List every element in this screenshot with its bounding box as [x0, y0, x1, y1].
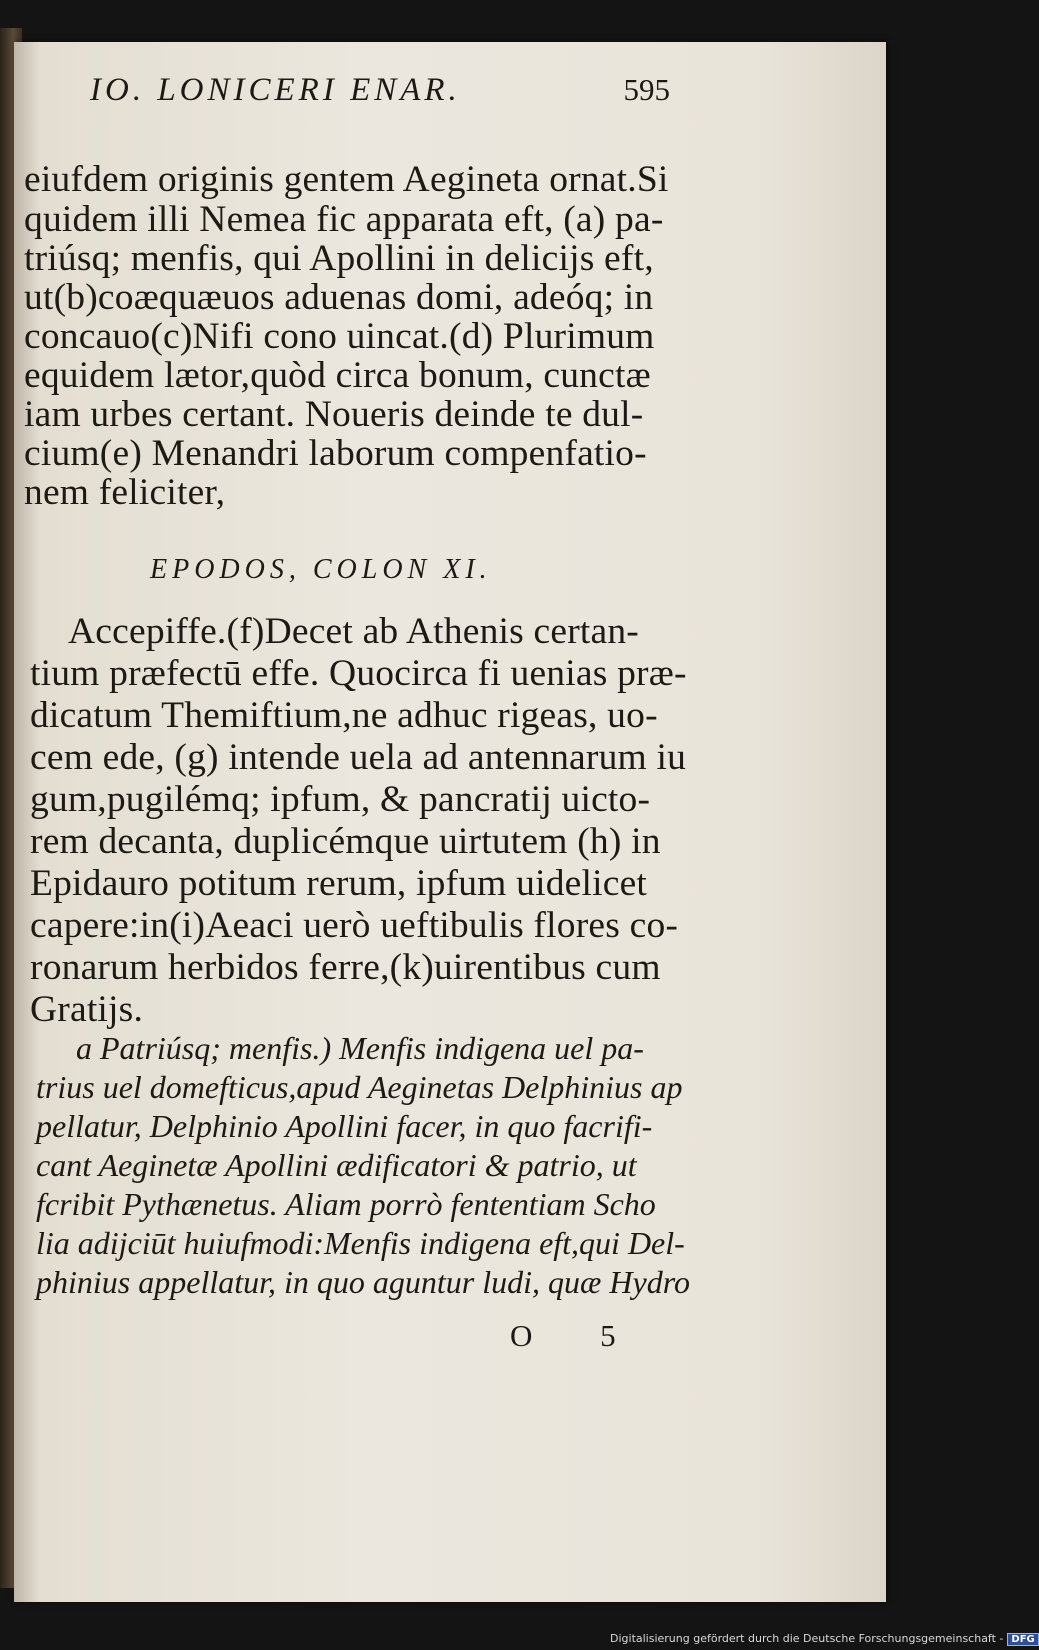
- note-line: phinius appellatur, in quo aguntur ludi, quæ Hydro: [36, 1264, 690, 1300]
- epodos-line: rem decanta, duplicémque uirtutem (h) in: [30, 821, 661, 862]
- note-line: a Patriúsq; menfis.) Menfis indigena uel pa-: [76, 1030, 644, 1066]
- epodos-line: capere:in(i)Aeaci uerò ueftibulis flores co-: [30, 905, 679, 946]
- body-line: triúsq; menfis, qui Apollini in delicijs eft,: [24, 238, 654, 279]
- note-line: pellatur, Delphinio Apollini facer, in quo facrifi-: [36, 1108, 653, 1144]
- epodos-line: dicatum Themiftium,ne adhuc rigeas, uo-: [30, 695, 658, 736]
- footer-credit-text: Digitalisierung gefördert durch die Deutsche Forschungsgemeinschaft -: [610, 1632, 1004, 1645]
- note-line: trius uel domefticus,apud Aeginetas Delphinius ap: [36, 1069, 683, 1105]
- page-number: 595: [623, 72, 670, 107]
- epodos-line: tium præfectū effe. Quocirca fi uenias præ-: [30, 653, 687, 694]
- body-line: eiufdem originis gentem Aegineta ornat.Si: [24, 159, 669, 200]
- epodos-line: Epidauro potitum rerum, ipfum uidelicet: [30, 863, 648, 904]
- epodos-line: gum,pugilémq; ipfum, & pancratij uicto-: [30, 779, 651, 820]
- footer-credit: [610, 1632, 1039, 1646]
- body-line: ut(b)coæquæuos aduenas domi, adeóq; in: [24, 277, 654, 318]
- body-line: cium(e) Menandri laborum compenfatio-: [24, 433, 647, 474]
- running-header: [90, 72, 670, 109]
- dfg-logo: DFG: [1007, 1633, 1038, 1646]
- body-line: quidem illi Nemea fic apparata eft, (a) pa-: [24, 199, 664, 240]
- body-line: nem feliciter,: [24, 472, 226, 513]
- body-line: concauo(c)Nifi cono uincat.(d) Plurimum: [24, 316, 655, 357]
- note-line: lia adijciūt huiufmodi:Menfis indigena eft,qui Del-: [36, 1225, 685, 1261]
- epodos-line: cem ede, (g) intende uela ad antennarum iu: [30, 737, 687, 778]
- body-line: iam urbes certant. Noueris deinde te dul-: [24, 394, 644, 435]
- epodos-line: ronarum herbidos ferre,(k)uirentibus cum: [30, 947, 661, 988]
- running-title: IO. LONICERI ENAR.: [90, 72, 461, 108]
- note-line: fcribit Pythænetus. Aliam porrò fententiam Scho: [36, 1186, 656, 1222]
- epodos-line: Gratijs.: [30, 989, 144, 1030]
- signature-mark: O 5: [510, 1318, 646, 1353]
- section-heading: EPODOS, COLON XI.: [150, 554, 492, 585]
- note-line: cant Aeginetæ Apollini ædificatori & patrio, ut: [36, 1147, 637, 1183]
- body-line: equidem lætor,quòd circa bonum, cunctæ: [24, 355, 651, 396]
- epodos-line: Accepiffe.(f)Decet ab Athenis certan-: [68, 611, 639, 652]
